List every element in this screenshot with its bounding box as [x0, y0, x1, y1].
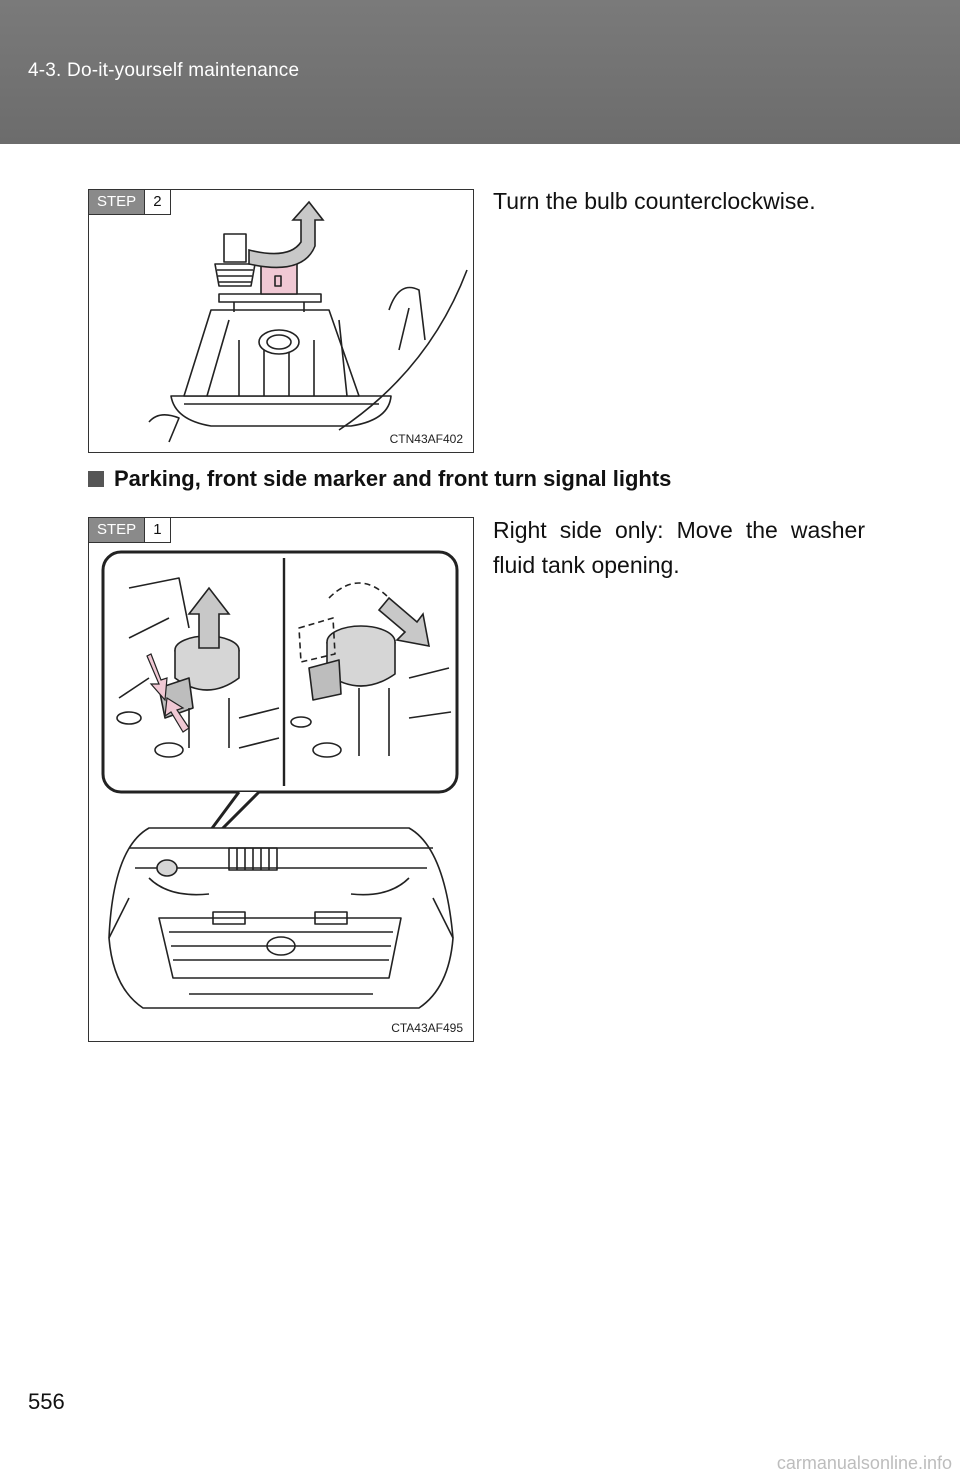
step-label: STEP	[89, 518, 144, 542]
instruction-text: Turn the bulb counterclockwise.	[493, 188, 816, 214]
step-badge	[89, 190, 171, 215]
figure-code: CTN43AF402	[389, 432, 463, 446]
section-title: 4-3. Do-it-yourself maintenance	[28, 60, 300, 81]
figure-step-1	[88, 517, 474, 1042]
instruction-text: Right side only: Move the washer fluid tank opening.	[493, 517, 865, 578]
step-label: STEP	[89, 190, 144, 214]
watermark: carmanualsonline.info	[776, 1453, 952, 1473]
square-bullet-icon	[88, 471, 104, 487]
bulb-housing-illustration	[89, 190, 473, 452]
counterclockwise-arrow-icon	[249, 202, 323, 267]
engine-bay-illustration	[89, 518, 473, 1041]
step-number: 2	[144, 190, 169, 214]
step-badge	[89, 518, 171, 543]
page-number: 556	[28, 1389, 65, 1414]
section-heading-text: Parking, front side marker and front turn signal lights	[114, 466, 672, 491]
figure-step-2	[88, 189, 474, 453]
figure-code: CTA43AF495	[391, 1021, 463, 1035]
step-number: 1	[144, 518, 169, 542]
section-heading	[88, 466, 671, 492]
page-header	[0, 0, 960, 144]
